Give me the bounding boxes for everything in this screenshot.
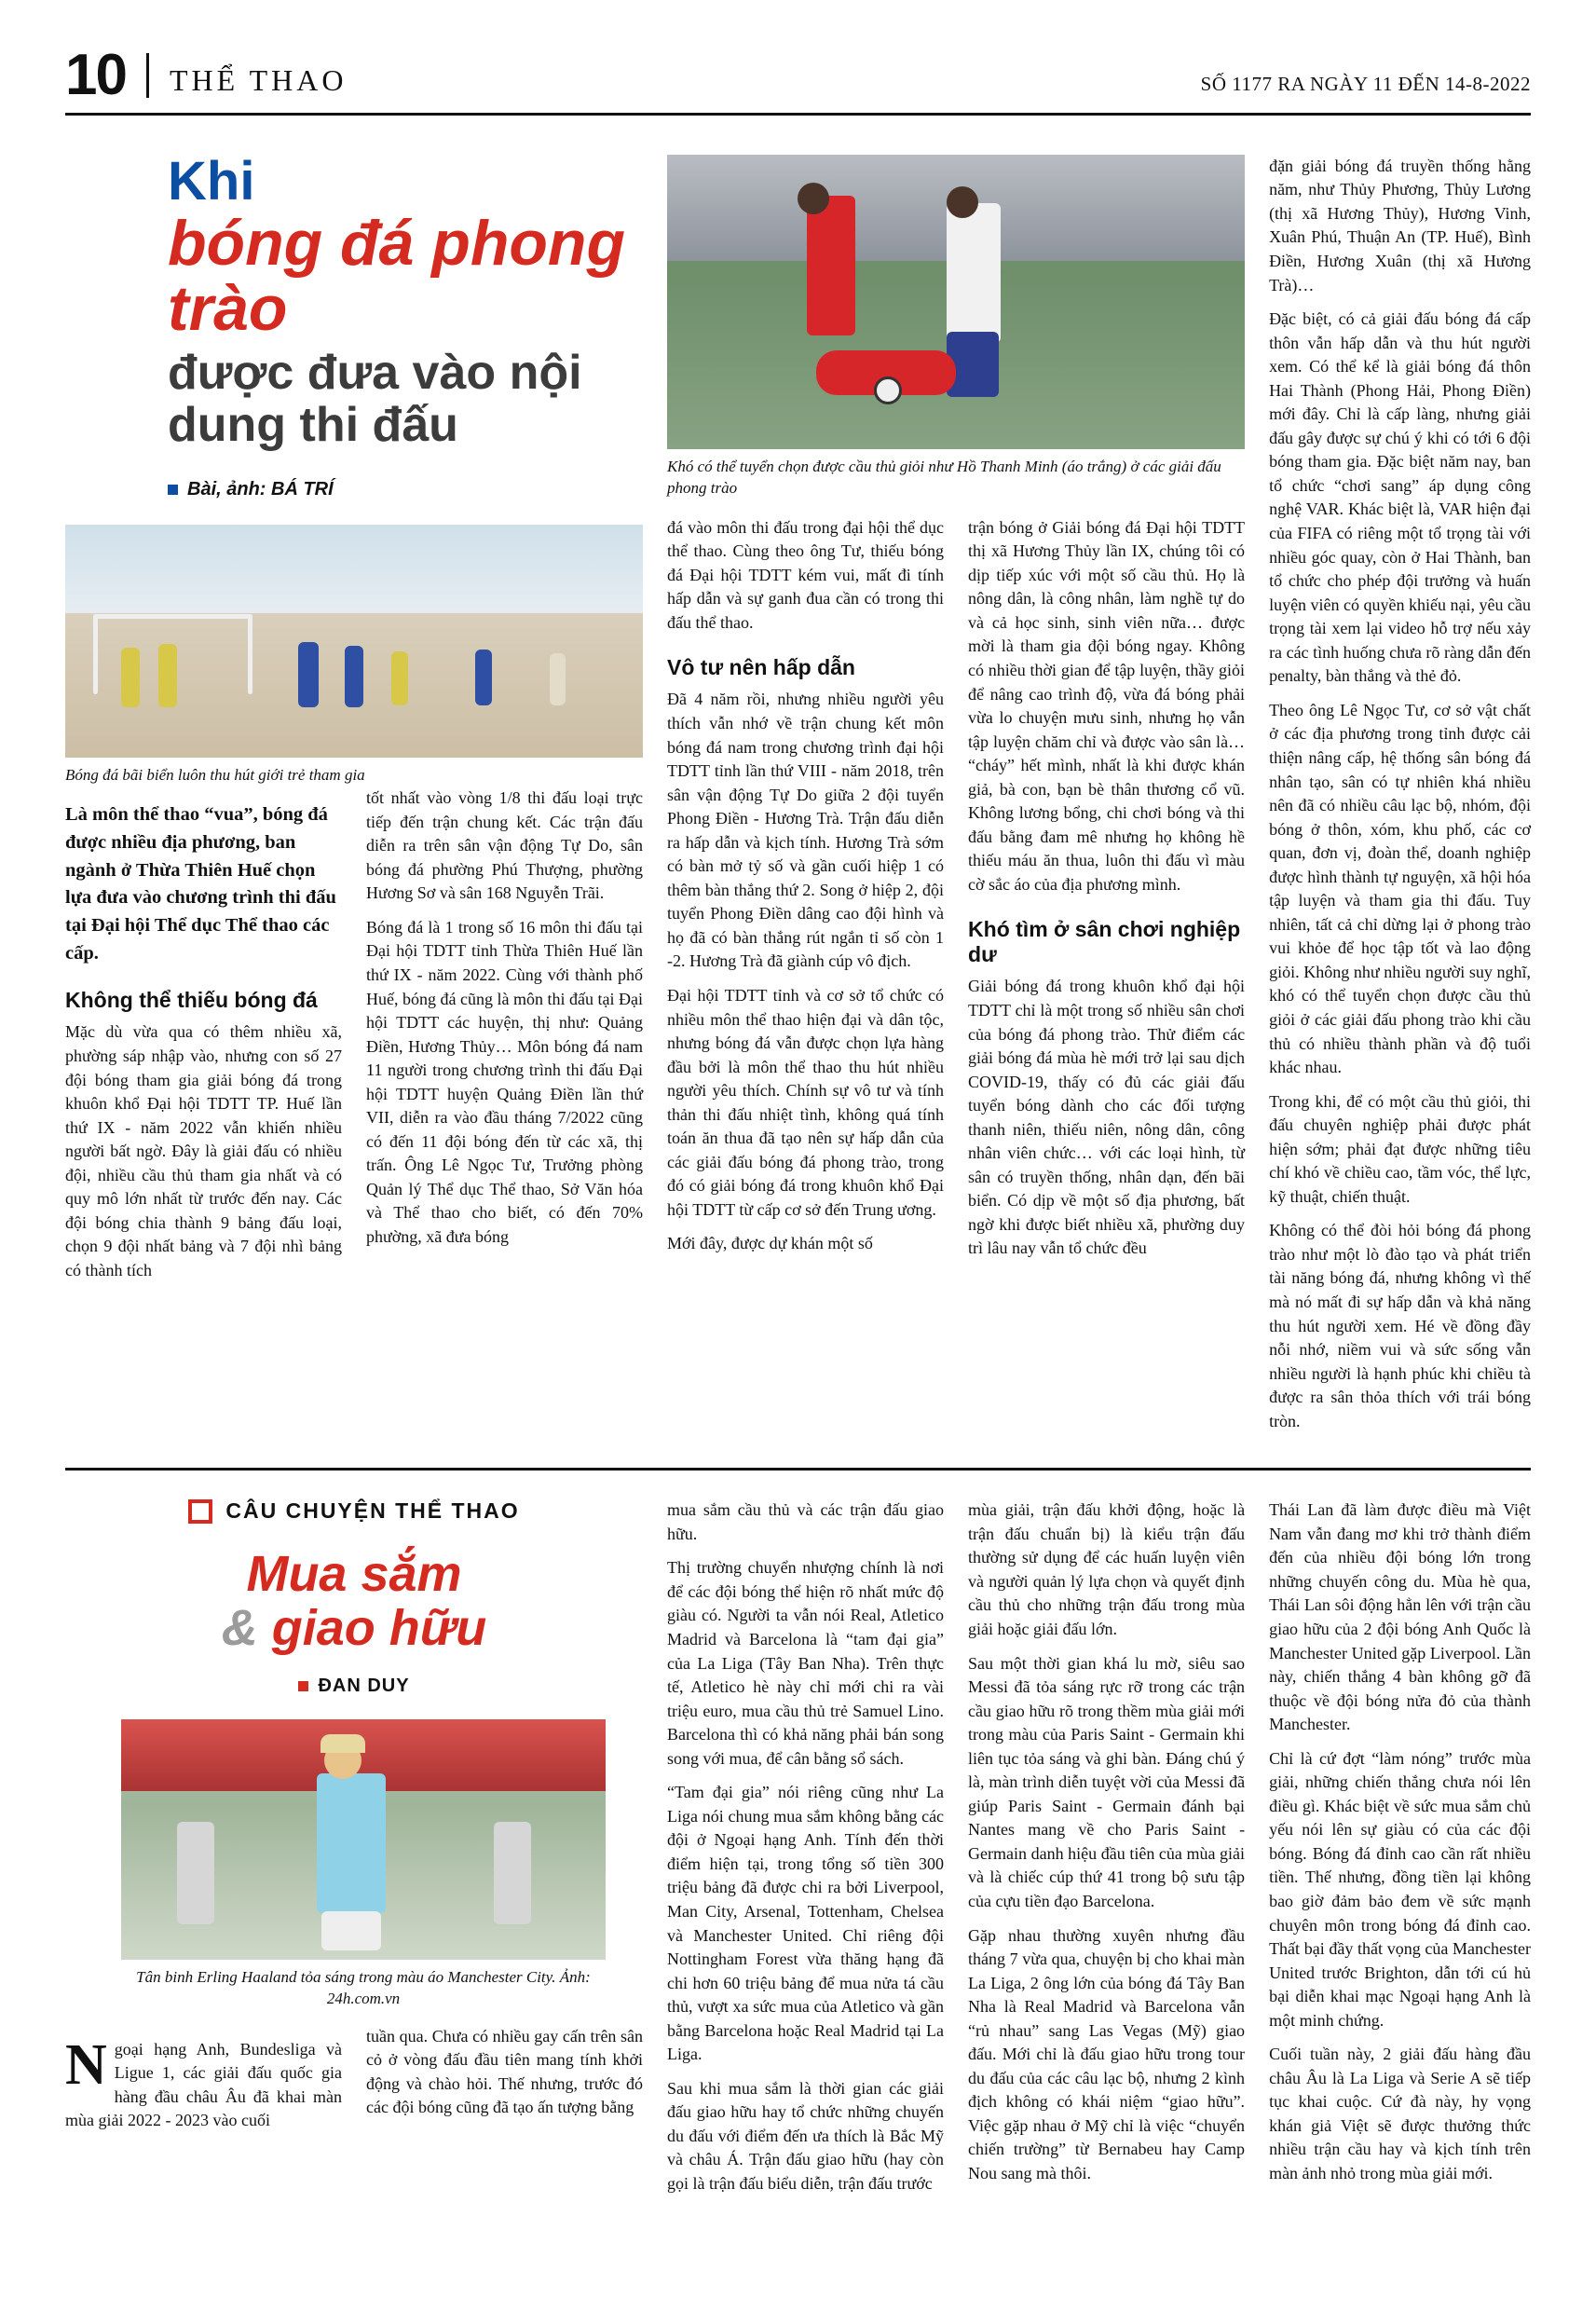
paragraph: Đặc biệt, có cả giải đấu bóng đá cấp thôn vẫn hấp dẫn và thu hút người xem. Có thể kể là giải bóng đá thôn Hai Thành (Phong Hải, Phong Điền) mới đây. Chỉ là cấp làng, nhưng giải đấu gây được sự chú ý khi có tới 6 đội bóng tham gia. Đặc biệt năm nay, ban tổ chức “chơi sang” áp dụng công nghệ VAR. Khác biệt là, VAR hiện đại của FIFA có riêng một tổ trọng tài với nhiều góc quay, còn ở Hai Thành, ban tổ chức cho phép đội trưởng và huấn luyện viên có quyền khiếu nại, yêu cầu trọng tài xem lại video hỗ trợ nếu xảy ra các tình huống chưa rõ ràng dẫn đến penalty, bàn thắng và thẻ đỏ.: [1269, 309, 1532, 686]
story-divider: [65, 1468, 1531, 1471]
subheading-1: Không thể thiếu bóng đá: [65, 988, 318, 1013]
masthead-divider: [146, 53, 149, 98]
bottom-story-middle-column: [667, 1498, 1245, 2201]
headline-line-1: Khi: [168, 150, 255, 212]
bottom-headline-line-1: Mua sắm: [246, 1546, 462, 1603]
paragraph: Giải bóng đá trong khuôn khổ đại hội TDTT chỉ là một trong số nhiều sân chơi của bóng đá phong trào. Thử điểm các giải bóng đá mùa hè mới trở lại sau dịch COVID-19, thấy có đủ các giải đấu tuyển bóng dành cho các đối tượng thanh niên, thiếu niên, nông dân, công nhân viên chức… với các loại hình, từ sân có truyền thống, nhân dạn, đến bãi biển. Có dịp về một số địa phương, bất ngờ khi được biết nhiều xã, phường duy trì lâu nay vẫn tổ chức đều: [968, 977, 1246, 1258]
haaland-photo: [121, 1719, 606, 1960]
paragraph: mùa giải, trận đấu khởi động, hoặc là trận đấu chuẩn bị) là kiểu trận đấu thường sử dụng để các huấn luyện viên và người quản lý lựa chọn và quyết định cầu thủ cho những trận đấu trong mùa giải hoặc giải đấu lớn.: [968, 1500, 1246, 1638]
top-story-middle-column: [667, 155, 1245, 1443]
subheading-3: Khó tìm ở sân chơi nghiệp dư: [968, 917, 1241, 967]
badge-label: CÂU CHUYỆN THỂ THAO: [225, 1498, 520, 1524]
bottom-story: [65, 1498, 1531, 2201]
bottom-story-byline: [65, 1676, 643, 1697]
beach-football-photo: [65, 525, 643, 758]
paragraph: trận bóng ở Giải bóng đá Đại hội TDTT thị xã Hương Thủy lần IX, chúng tôi có dịp tiếp xúc với một số cầu thủ. Họ là nông dân, là công nhân, làm nghề tự do và cả học sinh, sinh viên nữa… được mời là tham gia đội bóng ngay. Không có nhiều thời gian để tập luyện, thầy giỏi để nâng cao trình độ, vừa đá bóng phải vừa lo chuyện mưu sinh, nhưng họ vẫn tập luyện chăm chỉ và được vào sân là… “cháy” hết mình, nhất là khi được khán giả, bà con, bạn bè thân thương cổ vũ. Không lương bổng, chi chơi bóng và thi đấu bằng đam mê nhưng họ không hề thiếu máu ăn thua, luôn thi đấu vì màu cờ sắc áo của địa phương mình.: [968, 517, 1246, 894]
haaland-photo-caption: Tân binh Erling Haaland tỏa sáng trong màu áo Manchester City. Ảnh: 24h.com.vn: [136, 1967, 591, 2007]
paragraph: tuần qua. Chưa có nhiều gay cấn trên sân cỏ ở vòng đấu đầu tiên mang tính khởi động và chào hỏi. Thế nhưng, trước đó các đội bóng cũng đã tạo ấn tượng bằng: [366, 2026, 644, 2117]
paragraph: Theo ông Lê Ngọc Tư, cơ sở vật chất ở các địa phương trong tỉnh được cải thiện nâng cấp, hệ thống sân bóng đá nhân tạo, sân có tự nhiên khá nhiều nên đã có nhiều câu lạc bộ, nhóm, đội bóng ở thôn, xóm, khu phố, các cơ quan, đơn vị, đoàn thể, doanh nghiệp được hình thành tự nguyện, xã hội hóa tập luyện và tham gia thi đấu. Tuy nhiên, tất cả chỉ dừng lại ở phong trào vui khỏe để học tập tốt và lao động giỏi. Không như nhiều người suy nghĩ, khó có thể tuyển chọn được cầu thủ giỏi ở các giải đấu phong trào khi cầu thủ có nhiều thành phần và độ tuổi khác nhau.: [1269, 700, 1532, 1077]
bottom-story-headline: [65, 1548, 643, 1654]
paragraph: Đại hội TDTT tỉnh và cơ sở tổ chức có nhiều môn thể thao hiện đại và dân tộc, nhưng bóng đá vẫn được chọn lựa hàng đầu bởi là môn thể thao thu hút nhiều người yêu thích. Chính sự vô tư và tính thản thi đấu nhiệt tình, không quá tính toán ăn thua đã tạo nên sự hấp dẫn của các giải đấu bóng đá phong trào, trong đó có giải bóng đá trong khuôn khổ Đại hội TDTT từ cấp cơ sở đến Trung ương.: [667, 986, 945, 1219]
headline-line-3: được đưa vào nội dung thi đấu: [168, 345, 582, 453]
top-story-right-column: [1269, 155, 1531, 1443]
section-title: THỂ THAO: [169, 62, 348, 97]
paragraph: Chỉ là cứ đợt “làm nóng” trước mùa giải, những chiến thắng chưa nói lên điều gì. Khác biệt về sức mua sắm chủ yếu nói lên sự giàu có của các đội bóng. Bóng đá đỉnh cao cần rất nhiều tiền. Thế nhưng, đồng tiền lại không bao giờ đảm bảo đem về sức mạnh chuyên môn trong bóng đá đỉnh cao. Thất bại đầy thất vọng của Manchester United trước Brighton, dẫn tới cú hủ bại diễn khai mạc Ngoại hạng Anh là một minh chứng.: [1269, 1748, 1532, 2030]
masthead: [65, 43, 1531, 116]
bottom-headline-text: giao hữu: [271, 1599, 487, 1656]
paragraph: Bóng đá là 1 trong số 16 môn thi đấu tại Đại hội TDTT tỉnh Thừa Thiên Huế lần thứ IX - năm 2022. Cùng với thành phố Huế, bóng đá cũng là môn thi đấu tại Đại hội TDTT các huyện, thị như: Quảng Điền, Hương Thủy… Môn bóng đá nam 11 người trong chương trình thi đấu Đại hội TDTT huyện Quảng Điền lần thứ VII, diễn ra vào đầu tháng 7/2022 cũng có đến 11 đội bóng đến từ các xã, thị trấn. Ông Lê Ngọc Tư, Trưởng phòng Quản lý Thể dục Thể thao, Sở Văn hóa và Thể thao cho biết, có đến 70% phường, xã đưa bóng: [366, 917, 644, 1246]
paragraph: Thái Lan đã làm được điều mà Việt Nam vẫn đang mơ khi trở thành điểm đến của nhiều đội bóng lớn trong những chuyến công du. Mùa hè qua, Thái Lan sôi động hẳn lên với trận cầu giao hữu của 2 đội bóng Anh Quốc là Manchester United gặp Liverpool. Lần này, chiến thắng 4 bàn không gỡ đã thuộc về đội bóng nửa đỏ của thành Manchester.: [1269, 1500, 1532, 1734]
top-story-left-column: [65, 150, 644, 1443]
top-story-byline: [168, 479, 643, 500]
square-bullet-red-icon: [298, 1681, 308, 1691]
bottom-headline-line-2: [65, 1599, 643, 1656]
paragraph: Trong khi, để có một cầu thủ giỏi, thi đấu chuyên nghiệp phải được phát hiện sớm; phải đạt được những tiêu chí khó về chiều cao, tầm vóc, thể lực, kỹ thuật, chiến thuật.: [1269, 1091, 1532, 1206]
headline-line-2: bóng đá phong trào: [168, 207, 625, 344]
paragraph: Mới đây, được dự khán một số: [667, 1234, 873, 1253]
page-number: 10: [65, 43, 126, 107]
paragraph: Sau một thời gian khá lu mờ, siêu sao Messi đã tỏa sáng rực rỡ trong các trận cầu giao hữu rõ trong thềm mùa giải mới trong màu của Paris Saint - Germain khi liên tục tỏa sáng và ghi bàn. Đáng chú ý là, màn trình diễn tuyệt vời của Messi đã giúp Paris Saint - Germain đánh bại Nantes mang về cho Paris Saint - Germain danh hiệu đầu tiên của mùa giải và là chiếc cúp thứ 41 trong bộ sưu tập của cựu tiền đạo Barcelona.: [968, 1653, 1246, 1911]
top-story-middle-text: [667, 516, 1245, 1269]
paragraph: “Tam đại gia” nói riêng cũng như La Liga nói chung mua sắm không bằng các đội ở Ngoại hạng Anh. Tính đến thời điểm hiện tại, trong tổng số tiền 300 triệu bảng đã được chi ra bởi Liverpool, Man City, Arsenal, Tottenham, Chelsea và Manchester United. Chỉ riêng đội Nottingham Forest vừa thăng hạng đã chi hơn 60 triệu bảng để mua nửa tá cầu thủ, vượt xa sức mua của Atletico và gần bằng Barcelona hoặc Real Madrid tại La Liga.: [667, 1783, 945, 2064]
paragraph: Ngoại hạng Anh, Bundesliga và Ligue 1, các giải đấu quốc gia hàng đầu châu Âu đã khai màn mùa giải 2022 - 2023 vào cuối: [65, 2032, 343, 2130]
square-bullet-icon: [168, 485, 178, 495]
paragraph: Mặc dù vừa qua có thêm nhiều xã, phường sáp nhập vào, nhưng con số 27 đội bóng tham gia giải bóng đá trong khuôn khổ Đại hội TDTT TP. Huế lần thứ IX - năm 2022 vẫn khiến nhiều người bất ngờ. Đây là giải đấu có nhiều đội, nhiều cầu thủ tham gia nhất và có quy mô lớn nhất từ trước đến nay. Các đội bóng chia thành 9 bảng đấu loại, chọn 9 đội nhất bảng và 7 đội nhì bảng có thành tích: [65, 1022, 343, 1279]
bottom-story-left-text: [65, 2025, 643, 2137]
top-story-left-text: [65, 787, 643, 1282]
subheading-2: Vô tư nên hấp dẫn: [667, 655, 855, 680]
top-story: [65, 150, 1532, 1443]
bottom-story-left-column: [65, 1498, 643, 2201]
byline-text: Bài, ảnh: BÁ TRÍ: [187, 479, 334, 500]
match-photo-caption: Khó có thể tuyển chọn được cầu thủ giỏi như Hồ Thanh Minh (áo trắng) ở các giải đấu phong trào: [667, 457, 1221, 497]
column-badge: [65, 1498, 643, 1524]
paragraph: Thị trường chuyển nhượng chính là nơi để các đội bóng thể hiện rõ nhất mức độ giàu có. Người ta vẫn nói Real, Atletico Madrid và Barcelona là “tam đại gia” của La Liga (Tây Ban Nha). Trên thực tế, Atletico hè này chỉ mới chi ra vài triệu euro, mua cầu thủ trẻ Samuel Lino. Barcelona thì có khả năng phải bán song song với mua, để cân bằng sổ sách.: [667, 1558, 945, 1768]
paragraph: Gặp nhau thường xuyên nhưng đầu tháng 7 vừa qua, chuyện bị cho khai màn La Liga, 2 ông lớn của bóng đá Tây Ban Nha là Real Madrid và Barcelona vẫn “rủ nhau” sang Las Vegas (Mỹ) giao đấu. Mới chỉ là đấu giao hữu trong tour du đấu của các câu lạc bộ, nhưng 2 kình địch không có khái niệm “giao hữu”. Việc gặp nhau ở Mỹ chỉ là việc “chuyển chiến trường” từ Bernabeu hay Camp Nou sang mà thôi.: [968, 1925, 1246, 2183]
paragraph: Đã 4 năm rồi, nhưng nhiều người yêu thích vẫn nhớ về trận chung kết môn bóng đá nam trong chương trình đại hội TDTT tỉnh lần thứ VIII - năm 2018, trên sân vận động Tự Do giữa 2 đội tuyển Phong Điền - Hương Trà. Trận đấu diễn ra hấp dẫn và kịch tính. Hương Trà sớm có bàn mở tỷ số và gần cuối hiệp 1 có thêm bàn thắng thứ 2. Song ở hiệp 2, đội tuyển Phong Điền dâng cao đội hình và họ đã có bàn thắng rút ngắn tỉ số còn 1 -2. Hương Trà đã giành cúp vô địch.: [667, 690, 945, 971]
paragraph: Không có thể đòi hỏi bóng đá phong trào như một lò đào tạo và phát triển tài năng bóng đá, nhưng không vì thế mà nó mất đi sự hấp dẫn và khả năng thu hút người xem. Hé về đồng đầy nỗi nhớ, niềm vui và sức sống vẫn nhiều người là hạnh phúc khi chiều tà được ra sân thỏa thích với trái bóng tròn.: [1269, 1221, 1532, 1430]
byline-text: ĐAN DUY: [318, 1675, 410, 1696]
issue-info: SỐ 1177 RA NGÀY 11 ĐẾN 14-8-2022: [1200, 72, 1531, 95]
paragraph: đá vào môn thi đấu trong đại hội thể dục thể thao. Cùng theo ông Tư, thiếu bóng đá Đại hội TDTT kém vui, mất đi tính hấp dẫn và sự ganh đua cần có trong thi đấu thể thao.: [667, 517, 945, 632]
badge-square-icon: [188, 1499, 212, 1524]
paragraph: mua sắm cầu thủ và các trận đấu giao hữu.: [667, 1500, 945, 1543]
bottom-story-right-column: [1269, 1498, 1531, 2201]
ampersand: &: [221, 1599, 258, 1656]
beach-photo-caption: Bóng đá bãi biển luôn thu hút giới trẻ tham gia: [65, 766, 365, 785]
paragraph: Sau khi mua sắm là thời gian các giải đấu giao hữu hay tổ chức những chuyến du đấu với điểm đến ưa thích là Bắc Mỹ và châu Á. Trận đấu giao hữu (hay còn gọi là trận đấu biểu diễn, trận đấu trước: [667, 2078, 945, 2194]
paragraph: đặn giải bóng đá truyền thống hằng năm, như Thủy Phương, Thủy Lương (thị xã Hương Thủy), Hương Vinh, Xuân Phú, Thuận An (TP. Huế), Bình Điền, Hương Xuân (thị xã Hương Trà)…: [1269, 156, 1532, 294]
match-photo: [667, 155, 1245, 449]
paragraph: tốt nhất vào vòng 1/8 thi đấu loại trực tiếp đến trận chung kết. Các trận đấu diễn ra trên sân vận động Tự Do, sân bóng đá phường Phú Thượng, phường Hương Sơ và sân 168 Nguyễn Trãi.: [366, 788, 644, 903]
top-story-headline: [168, 150, 643, 453]
lead-paragraph: Là môn thể thao “vua”, bóng đá được nhiều địa phương, ban ngành ở Thừa Thiên Huế chọn lựa đưa vào chương trình thi đấu tại Đại hội Thể dục Thể thao các cấp.: [65, 804, 336, 964]
paragraph: Cuối tuần này, 2 giải đấu hàng đầu châu Âu là La Liga và Serie A sẽ tiếp tục khai cuộc. Cứ đà này, hy vọng khán giả Việt sẽ được thưởng thức nhiều trận cầu hay và kịch tính trên màn ảnh nhỏ trong mùa giải mới.: [1269, 2045, 1532, 2183]
